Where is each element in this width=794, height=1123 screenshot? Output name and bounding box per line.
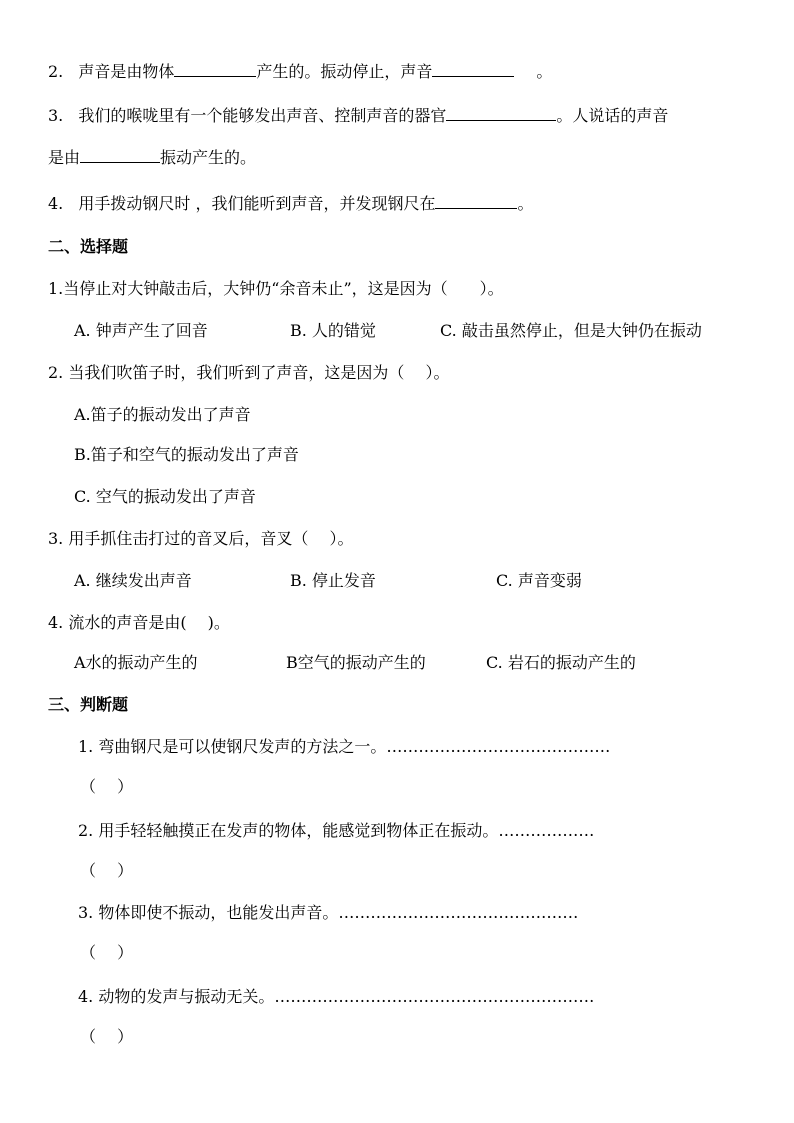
choice-option-a[interactable]: A水的振动产生的 (74, 653, 198, 672)
choice-option-c[interactable]: C. 空气的振动发出了声音 (74, 487, 256, 506)
judgment-text: 3. 物体即使不振动，也能发出声音。 (78, 903, 339, 922)
question-text: 。 (536, 62, 553, 81)
choice-option-c[interactable]: C. 声音变弱 (496, 571, 582, 590)
answer-blank[interactable] (446, 104, 556, 121)
judgment-answer-2[interactable]: （ ） (80, 861, 134, 880)
answer-blank[interactable] (435, 192, 517, 209)
judgment-item-1 (78, 736, 610, 758)
choice-question-2: 2. 当我们吹笛子时，我们听到了声音，这是因为（ ）。 (48, 363, 450, 382)
judgment-answer-3[interactable]: （ ） (80, 943, 134, 962)
dot-leader: ……………… (498, 821, 595, 840)
fill-question-3-line2 (48, 146, 256, 169)
question-text: 是由 (48, 148, 81, 167)
section-heading-choice: 二、选择题 (48, 237, 129, 256)
question-text: 用手拨动钢尺时 ，我们能听到声音，并发现钢尺在 (78, 194, 436, 213)
judgment-answer-4[interactable]: （ ） (80, 1027, 134, 1046)
judgment-item-4 (78, 986, 594, 1008)
question-number: 3. (48, 106, 64, 125)
answer-blank[interactable] (80, 146, 160, 163)
answer-blank[interactable] (174, 60, 256, 77)
dot-leader: …………………………………… (386, 737, 611, 756)
question-text: 。人说话的声音 (556, 106, 669, 125)
judgment-text: 1. 弯曲钢尺是可以使钢尺发声的方法之一。 (78, 737, 387, 756)
choice-option-a[interactable]: A.笛子的振动发出了声音 (74, 405, 251, 424)
fill-question-4 (48, 192, 533, 215)
choice-question-4: 4. 流水的声音是由( )。 (48, 613, 230, 632)
question-text: 产生的。振动停止，声音 (256, 62, 433, 81)
choice-option-b[interactable]: B空气的振动产生的 (286, 653, 426, 672)
question-text: 声音是由物体 (78, 62, 175, 81)
question-text: 。 (517, 194, 534, 213)
choice-option-b[interactable]: B. 停止发音 (290, 571, 376, 590)
fill-question-2 (48, 60, 552, 83)
fill-question-3 (48, 104, 668, 127)
judgment-answer-1[interactable]: （ ） (80, 777, 134, 796)
choice-option-a[interactable]: A. 钟声产生了回音 (74, 321, 208, 340)
section-heading-judgment: 三、判断题 (48, 695, 129, 714)
dot-leader: ……………………………………… (338, 903, 579, 922)
judgment-item-2 (78, 820, 594, 842)
choice-option-c[interactable]: C. 敲击虽然停止，但是大钟仍在振动 (440, 321, 702, 340)
question-text: 我们的喉咙里有一个能够发出声音、控制声音的器官 (78, 106, 447, 125)
judgment-text: 2. 用手轻轻触摸正在发声的物体，能感觉到物体正在振动。 (78, 821, 499, 840)
choice-option-b[interactable]: B. 人的错觉 (290, 321, 376, 340)
choice-question-1: 1.当停止对大钟敲击后，大钟仍“余音未止”，这是因为（ ）。 (48, 279, 504, 298)
question-number: 2. (48, 62, 64, 81)
choice-option-a[interactable]: A. 继续发出声音 (74, 571, 192, 590)
question-text: 振动产生的。 (160, 148, 257, 167)
answer-blank[interactable] (432, 60, 514, 77)
question-number: 4. (48, 194, 64, 213)
judgment-item-3 (78, 902, 578, 924)
choice-option-c[interactable]: C. 岩石的振动产生的 (486, 653, 636, 672)
judgment-text: 4. 动物的发声与振动无关。 (78, 987, 275, 1006)
dot-leader: …………………………………………………… (274, 987, 595, 1006)
choice-option-b[interactable]: B.笛子和空气的振动发出了声音 (74, 445, 299, 464)
choice-question-3: 3. 用手抓住击打过的音叉后，音叉（ ）。 (48, 529, 354, 548)
